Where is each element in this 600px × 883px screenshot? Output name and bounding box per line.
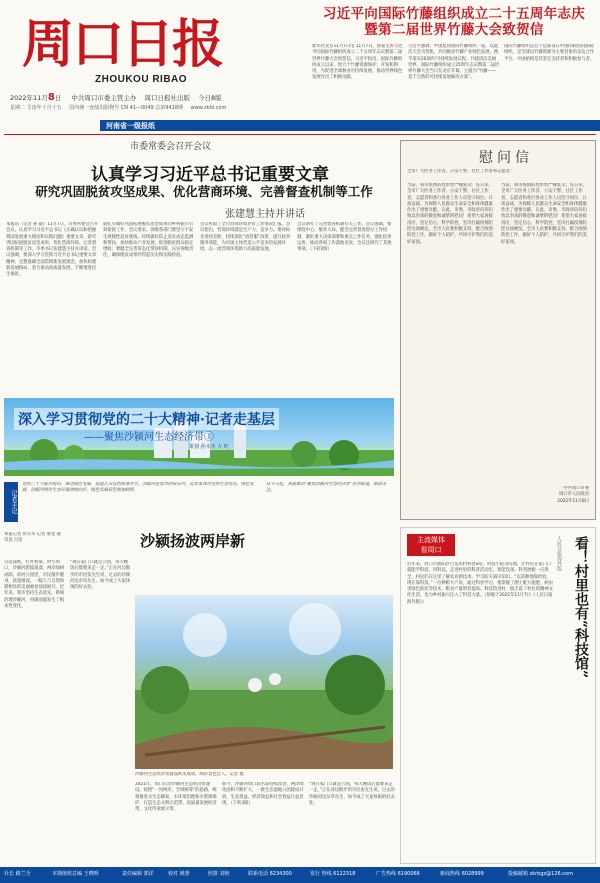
publisher: 中共周口市委主管主办 <box>71 94 137 102</box>
date-suffix: 日 <box>54 94 62 102</box>
masthead-pinyin: ZHOUKOU RIBAO <box>95 74 188 85</box>
banner-credit: 策划 孙本杰 大 旺 <box>189 444 229 450</box>
banner-subtitle: ——聚焦沙颍河生态经济带① <box>84 432 214 443</box>
photo-caption: 沙颍河生态经济带建设初见成效，两岸景色宜人。记者 摄 <box>135 772 244 777</box>
commentary-body-2: 当前，我市疫情防控形势严峻复杂。连日来，全市广大医务工作者、公安干警、社区工作者、志愿者和各行各业工作人员坚守岗位、日夜奋战，为保障人民群众生命安全和身体健康作出了重要贡献。在此，市委、市政府向你们致以崇高的敬意和诚挚的慰问！希望大家再接再厉，坚定信心，科学防控，坚决打赢疫情防控这场硬仗。全市人民要积极支持、配合疫情防控工作，做好个人防护，共同守护我们的美好家园。 <box>501 183 587 245</box>
lead-byline: 张建慧主持并讲话 <box>225 209 305 220</box>
footer-item-8: 新闻热线 6028999 <box>440 871 484 877</box>
footer-item-5: 联系电话 8234300 <box>248 871 292 877</box>
feature-intro-2: 从今天起，本报推出“聚焦沙颍河生态经济带”系列报道，敬请关注。 <box>266 482 387 494</box>
feature-col-5: “现在家门口就是公园，每天晚饭后都要来走一走。”正在河边散步的市民张先生说，过去的沙颍河边杂草丛生，如今成了大家休闲的好去处。 <box>309 782 395 806</box>
lead-section-label: 市委常委会召开会议 <box>130 142 212 152</box>
edition: 周口日报社出版 <box>144 94 190 102</box>
footer-item-3: 校对 姚蕾 <box>168 871 190 877</box>
date-year: 2022年11月 <box>10 94 48 102</box>
feature-headline[interactable]: 沙颍扬波两岸新 <box>140 532 246 550</box>
river-photo <box>135 595 393 769</box>
feature-intro: 党的二十大报告指出，推动绿色发展，促进人与自然和谐共生。沙颍河是我市的母亲河，近年来我市坚持生态优先、绿色发展，沙颍河两岸生态环境持续向好，绿色发展底色更加鲜明。 <box>22 482 254 494</box>
lead-headline-1[interactable]: 认真学习习近平总书记重要文章 <box>91 165 329 185</box>
website: www.zkld.com <box>190 105 227 111</box>
media-source: 人民日报海外版 <box>556 536 562 571</box>
footer-item-4: 照排 刘艳 <box>208 871 230 877</box>
footer-item-6: 发行 热线 6122318 <box>310 871 356 877</box>
date-day: 8 <box>47 92 55 103</box>
commentary-body-1: 当前，我市疫情防控形势严峻复杂。连日来，全市广大医务工作者、公安干警、社区工作者、志愿者和各行各业工作人员坚守岗位、日夜奋战，为保障人民群众生命安全和身体健康作出了重要贡献。在此，市委、市政府向你们致以崇高的敬意和诚挚的慰问！希望大家再接再厉，坚定信心，科学防控，坚决打赢疫情防控这场硬仗。全市人民要积极支持、配合疫情防控工作，做好个人防护，共同守护我们的美好家园。 <box>407 183 493 245</box>
feature-col-2: “现在家门口就是公园，每天晚饭后都要来走一走。”正在河边散步的市民张先生说，过去的沙颍河边杂草丛生，如今成了大家休闲的好去处。 <box>70 560 131 591</box>
commentary-box <box>400 140 596 520</box>
commentary-title: 慰问信 <box>479 150 533 166</box>
lead-headline-2[interactable]: 研究巩固脱贫攻坚成果、优化营商环境、完善督查机制等工作 <box>35 184 373 199</box>
lead-col-3: 会议听取了全市营商环境评价工作情况汇报。会议指出，营商环境就是生产力、竞争力。要对标先进找差距，持续深化“放管服”改革，提升政务服务效能，为市场主体营造公平竞争的发展环境，以一流营商环境助力高质量发展。 <box>200 222 291 253</box>
footer-item-9[interactable]: 投稿邮箱 zkrbgz@126.com <box>508 871 573 877</box>
feature-col-4: 如今，沙颍河周口段水质持续改善，两岸绿化面积不断扩大，一批生态湿地公园建成开放，生态效益、经济效益和社会效益日益显现。（下转3版） <box>222 782 304 806</box>
special-banner[interactable] <box>4 398 394 476</box>
footer-bar <box>0 867 600 883</box>
footer-item-1: 本期值班总编 王晓辉 <box>52 871 99 877</box>
tier-badge: 河南省一级报纸 <box>100 120 600 131</box>
media-headline[interactable]: 看！村里也有“科技馆” <box>573 536 589 679</box>
lead-col-2: 就扎实做好巩固拓展脱贫攻坚成果同乡村振兴有效衔接工作，会议要求，各级各部门要坚守不发生规模性返贫底线，持续做好防止返贫动态监测和帮扶，加快推动产业发展，促进脱贫群众稳定增收；要健全完善常态化帮扶机制，压实各级责任，确保脱贫成果经得起历史和实践检验。 <box>103 222 194 259</box>
commentary-signature: 中共周口市委 周口市人民政府 2022年11月8日 <box>557 486 589 504</box>
cn-number: 国内统一连续出版物号 CN 41—0049 总第9418期 <box>69 105 184 111</box>
divider <box>4 134 596 135</box>
top-story-col-3: 国际竹藤组织是首个总部设在中国的政府间国际组织，是全球以竹藤资源为主要对象的多边合作平台。中国始终是其坚定支持者和积极参与者。 <box>504 44 595 62</box>
issue-date <box>10 92 222 103</box>
weekday: 星期二 壬寅年十月十五 <box>10 105 62 111</box>
issue-info <box>10 104 226 111</box>
commentary-salutation: 全市广大医务工作者、公安干警、社区工作者和志愿者： <box>407 169 515 174</box>
lead-col-1: 本报讯（记者 孙 毅）11月7日，市委常委会召开会议，认真学习习近平总书记《正确认识和把握我国发展重大理论和实践问题》重要文章，研究巩固拓展脱贫攻坚成果、优化营商环境、完善督查机制等工作。市委书记张建慧主持并讲话。会议强调，要深入学习贯彻习近平总书记重要文章精神，完整准确全面贯彻新发展理念，加快构建新发展格局，着力推动高质量发展，不断增进民生福祉。 <box>6 222 99 278</box>
masthead-logo: 周口日报 <box>22 14 223 75</box>
feature-reporters: 本报记者 彭庆华 记者 梁龙 通讯员 吕苗 <box>4 532 61 544</box>
media-body: 近年来，周口市淮阳区打造农村科普e站、科技小院等阵地，让村民在家门口就能学科技、用科技。走进村里的科普活动室，智能设备、科普展板一应俱全，村民们在这里了解农业新技术、学习防灾减灾知识。“以前种地靠经验，现在靠科技。”一位种粮大户说，通过科普学习，他掌握了测土配方施肥、病虫害绿色防控等技术，粮食产量明显提高。科技馆进村，既丰富了村民的精神文化生活，也为乡村振兴注入了科技力量。（原载于2022年11月7日《人民日报海外版》） <box>407 562 553 605</box>
media-tag: 主流媒体 看周口 <box>407 534 455 556</box>
top-story-col-2: 习近平强调，中国愿同国际竹藤组织一道，以此次大会为契机，共同推动竹藤产业绿色发展，携手落实2030年可持续发展议程，共建清洁美丽世界。国际竹藤组织成立25周年志庆暨第二届世界竹藤大会当日在北京开幕，主题为“竹藤——基于自然的可持续发展解决方案”。 <box>408 44 500 81</box>
feature-col-1: 日前深秋，红叶初染，时至周口，沙颍河碧波荡漾，两岸绿树成荫。滨河公园里，市民散步健身，孩童嬉戏，一幅人与自然和谐相处的美丽画卷徐徐展开。近年来，我市坚持生态优先，系统治理沙颍河，河湖面貌发生了根本性变化。 <box>4 560 65 610</box>
top-story-headline[interactable]: 习近平向国际竹藤组织成立二十五周年志庆 暨第二届世界竹藤大会致贺信 <box>322 6 586 38</box>
footer-item-7: 广告热线 6190066 <box>376 871 420 877</box>
footer-item-0: 社长 路兰全 <box>4 871 31 877</box>
notes-tag: 记者手记 <box>4 482 18 522</box>
media-column <box>400 527 596 864</box>
river-park-icon <box>135 595 393 769</box>
footer-item-2: 责任编辑 郭洋 <box>122 871 154 877</box>
top-story-col-1: 新华社北京11月7日电 11月7日，国家主席习近平向国际竹藤组织成立二十五周年志庆暨第二届世界竹藤大会致贺信。习近平指出，国际竹藤组织成立以来，致力于竹藤资源保护、开发和利用，为促进全球林业可持续发展、推动世界绿色发展作出了积极贡献。 <box>312 44 403 81</box>
pages: 今日8版 <box>198 94 222 102</box>
banner-title: 深入学习贯彻党的二十大精神·记者走基层 <box>14 408 279 430</box>
lead-col-4: 会议研究了完善督查机制有关工作。会议强调，要围绕中心、服务大局，健全完善督查督办工作机制，紧盯重大决策部署和重点工作任务，强化结果运用，推动各项工作落地见效。会议还研究了其他事项。（下转2版） <box>297 222 392 253</box>
feature-col-3: 2021年，周口启动沙颍河生态经济带建设，按照“一河两岸、全域统筹”的思路，统筹推进水生态修复、水环境治理和水资源保护，打造生态文明示范带、高质量发展经济带、文化传承展示带。 <box>135 782 217 813</box>
